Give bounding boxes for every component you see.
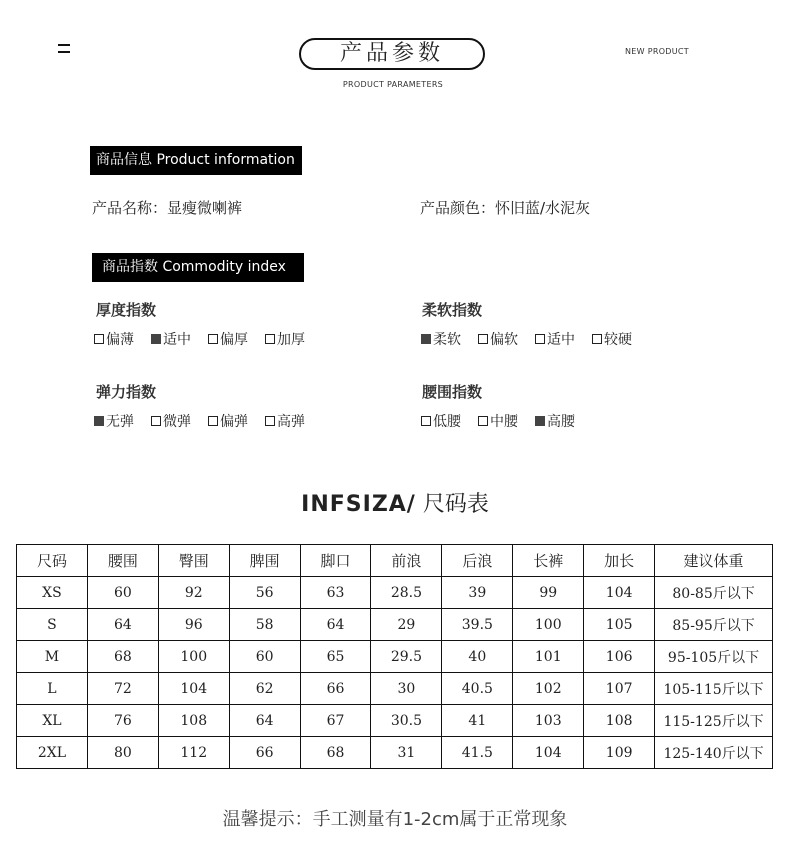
index-option-label: 偏软	[490, 332, 518, 348]
size-chart-title	[0, 487, 790, 518]
table-cell: 104	[513, 737, 584, 769]
size-table	[16, 544, 773, 769]
checked-box-icon	[535, 416, 545, 426]
table-cell: 31	[371, 737, 442, 769]
table-header-row	[17, 545, 773, 577]
page-subtitle: PRODUCT PARAMETERS	[342, 80, 444, 89]
product-info-heading: 商品信息 Product information	[90, 146, 302, 175]
table-cell: 39.5	[442, 609, 513, 641]
table-cell: 76	[87, 705, 158, 737]
index-option-label: 低腰	[433, 414, 461, 430]
page-title: 产品参数	[299, 38, 485, 70]
table-header-cell: 前浪	[371, 545, 442, 577]
unchecked-box-icon	[535, 334, 545, 344]
table-cell: 115-125斤以下	[655, 705, 773, 737]
table-cell: 68	[87, 641, 158, 673]
table-cell: 60	[87, 577, 158, 609]
table-cell: 64	[300, 609, 371, 641]
table-cell: 106	[584, 641, 655, 673]
new-product-label: NEW PRODUCT	[625, 47, 689, 56]
table-cell: 66	[300, 673, 371, 705]
table-cell: 39	[442, 577, 513, 609]
index-option	[421, 329, 461, 349]
table-cell: 109	[584, 737, 655, 769]
table-row	[17, 705, 773, 737]
table-cell: 95-105斤以下	[655, 641, 773, 673]
table-header-cell: 腰围	[87, 545, 158, 577]
table-cell: 40.5	[442, 673, 513, 705]
unchecked-box-icon	[265, 334, 275, 344]
table-header-cell: 长裤	[513, 545, 584, 577]
softness-options	[421, 329, 649, 349]
table-cell: 100	[513, 609, 584, 641]
table-cell: 96	[158, 609, 229, 641]
index-option-label: 无弹	[106, 414, 134, 430]
index-option-label: 加厚	[277, 332, 305, 348]
index-option	[151, 411, 191, 431]
table-header-cell: 脾围	[229, 545, 300, 577]
index-option-label: 中腰	[490, 414, 518, 430]
unchecked-box-icon	[151, 416, 161, 426]
table-cell: 64	[229, 705, 300, 737]
product-color: 产品颜色：怀旧蓝/水泥灰	[420, 199, 591, 217]
thickness-index-title: 厚度指数	[96, 301, 157, 319]
table-cell: 29	[371, 609, 442, 641]
index-option	[265, 411, 305, 431]
table-cell: 72	[87, 673, 158, 705]
table-row	[17, 737, 773, 769]
table-row	[17, 577, 773, 609]
table-cell: 103	[513, 705, 584, 737]
index-option-label: 高弹	[277, 414, 305, 430]
table-cell: 67	[300, 705, 371, 737]
table-header-cell: 脚口	[300, 545, 371, 577]
elasticity-options	[94, 411, 322, 431]
table-cell: 104	[158, 673, 229, 705]
unchecked-box-icon	[592, 334, 602, 344]
index-option	[151, 329, 191, 349]
index-option-label: 适中	[547, 332, 575, 348]
table-cell: 107	[584, 673, 655, 705]
table-cell: 30.5	[371, 705, 442, 737]
table-cell: 80-85斤以下	[655, 577, 773, 609]
table-cell: 105	[584, 609, 655, 641]
thickness-options	[94, 329, 322, 349]
table-cell: 100	[158, 641, 229, 673]
table-cell: 40	[442, 641, 513, 673]
index-option-label: 高腰	[547, 414, 575, 430]
table-cell: 102	[513, 673, 584, 705]
index-option	[535, 411, 575, 431]
unchecked-box-icon	[478, 416, 488, 426]
table-cell: 64	[87, 609, 158, 641]
index-option-label: 偏弹	[220, 414, 248, 430]
size-chart-label: 尺码表	[415, 492, 489, 517]
table-cell: 60	[229, 641, 300, 673]
unchecked-box-icon	[208, 334, 218, 344]
unchecked-box-icon	[94, 334, 104, 344]
table-cell: 85-95斤以下	[655, 609, 773, 641]
table-cell: 66	[229, 737, 300, 769]
table-cell: 125-140斤以下	[655, 737, 773, 769]
table-cell: 112	[158, 737, 229, 769]
index-option	[208, 329, 248, 349]
table-row	[17, 673, 773, 705]
index-option	[478, 411, 518, 431]
table-cell: 58	[229, 609, 300, 641]
table-cell: 41	[442, 705, 513, 737]
index-option	[94, 411, 134, 431]
checked-box-icon	[151, 334, 161, 344]
table-header-cell: 后浪	[442, 545, 513, 577]
table-cell: XL	[17, 705, 88, 737]
table-cell: 68	[300, 737, 371, 769]
index-option	[592, 329, 632, 349]
table-cell: 104	[584, 577, 655, 609]
menu-icon[interactable]	[58, 44, 70, 54]
index-option-label: 适中	[163, 332, 191, 348]
brand-name: INFSIZA/	[301, 492, 416, 517]
table-cell: S	[17, 609, 88, 641]
table-cell: 108	[584, 705, 655, 737]
unchecked-box-icon	[208, 416, 218, 426]
table-cell: 99	[513, 577, 584, 609]
index-option	[94, 329, 134, 349]
table-cell: 29.5	[371, 641, 442, 673]
table-cell: L	[17, 673, 88, 705]
table-header-cell: 尺码	[17, 545, 88, 577]
index-option-label: 偏厚	[220, 332, 248, 348]
commodity-index-heading: 商品指数 Commodity index	[92, 253, 304, 282]
table-row	[17, 609, 773, 641]
table-cell: M	[17, 641, 88, 673]
table-cell: 65	[300, 641, 371, 673]
table-cell: 101	[513, 641, 584, 673]
softness-index-title: 柔软指数	[422, 301, 483, 319]
table-header-cell: 建议体重	[655, 545, 773, 577]
table-cell: 105-115斤以下	[655, 673, 773, 705]
unchecked-box-icon	[421, 416, 431, 426]
checked-box-icon	[94, 416, 104, 426]
index-option	[265, 329, 305, 349]
index-option	[535, 329, 575, 349]
checked-box-icon	[421, 334, 431, 344]
measurement-note: 温馨提示：手工测量有1-2cm属于正常现象	[222, 809, 568, 830]
unchecked-box-icon	[265, 416, 275, 426]
table-cell: 62	[229, 673, 300, 705]
index-option-label: 较硬	[604, 332, 632, 348]
index-option	[421, 411, 461, 431]
table-cell: 80	[87, 737, 158, 769]
index-option	[208, 411, 248, 431]
waist-options	[421, 411, 592, 431]
index-option-label: 微弹	[163, 414, 191, 430]
table-cell: 63	[300, 577, 371, 609]
table-cell: XS	[17, 577, 88, 609]
table-header-cell: 加长	[584, 545, 655, 577]
unchecked-box-icon	[478, 334, 488, 344]
index-option	[478, 329, 518, 349]
waist-index-title: 腰围指数	[422, 383, 483, 401]
table-header-cell: 臀围	[158, 545, 229, 577]
table-cell: 28.5	[371, 577, 442, 609]
table-row	[17, 641, 773, 673]
table-cell: 30	[371, 673, 442, 705]
product-name: 产品名称：显瘦微喇裤	[92, 199, 243, 217]
table-cell: 108	[158, 705, 229, 737]
index-option-label: 偏薄	[106, 332, 134, 348]
table-cell: 2XL	[17, 737, 88, 769]
table-cell: 92	[158, 577, 229, 609]
elasticity-index-title: 弹力指数	[96, 383, 157, 401]
table-cell: 41.5	[442, 737, 513, 769]
table-cell: 56	[229, 577, 300, 609]
index-option-label: 柔软	[433, 332, 461, 348]
